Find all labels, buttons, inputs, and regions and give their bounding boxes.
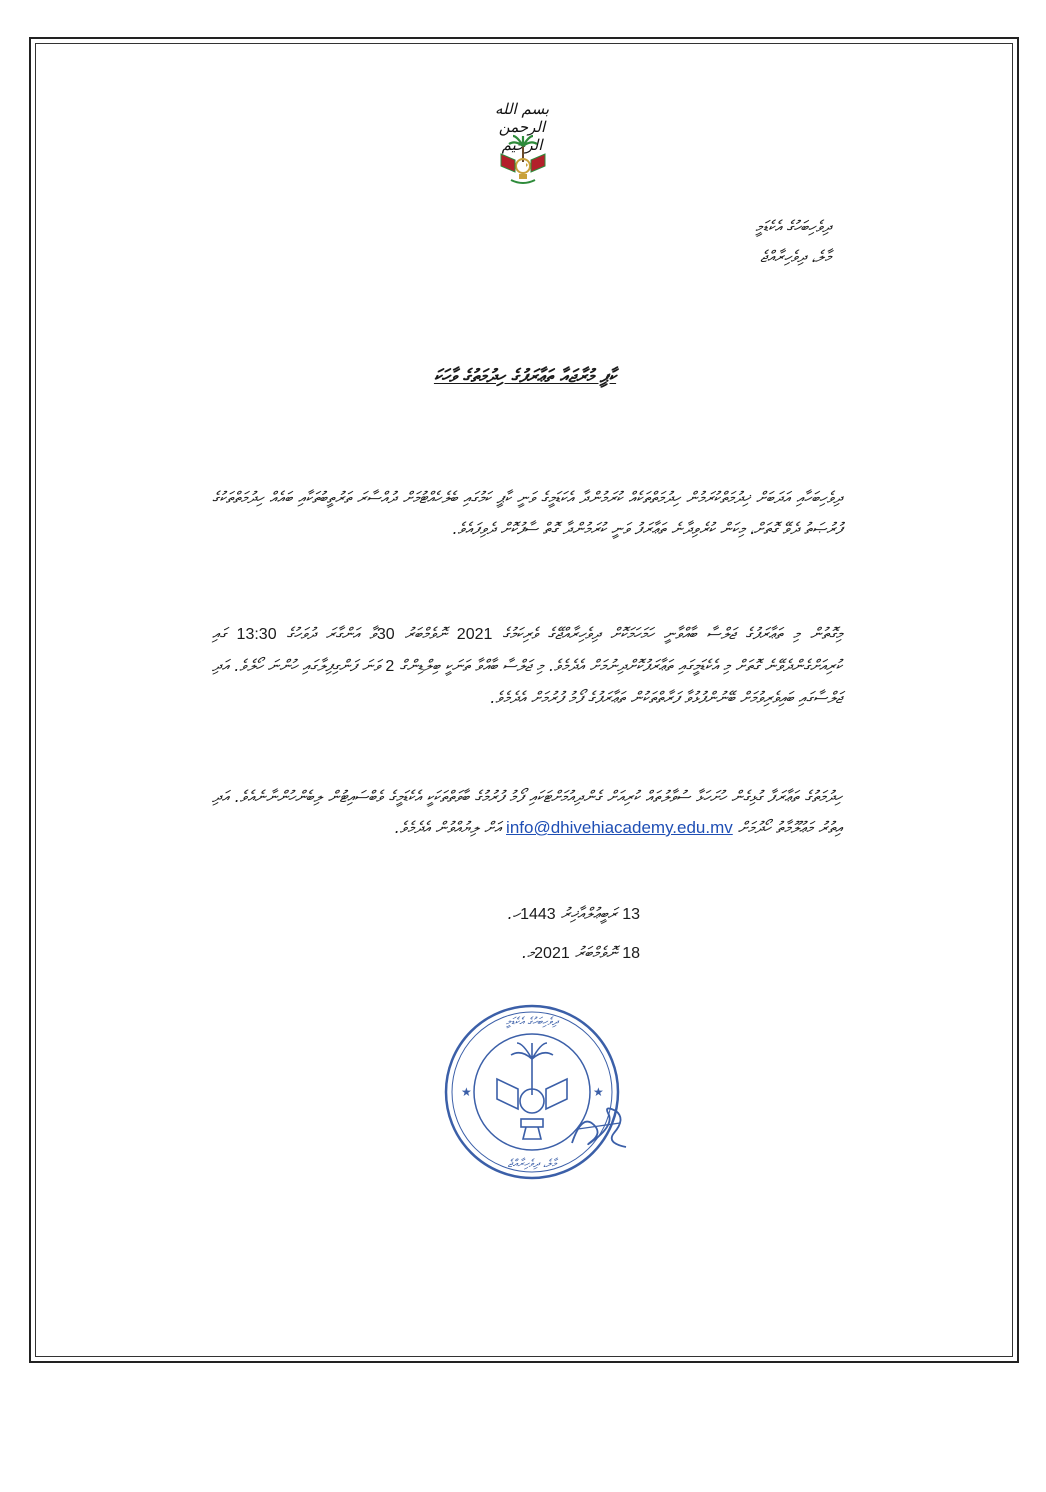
hijri-day: 13: [622, 906, 640, 923]
hijri-year: 1443: [520, 906, 556, 923]
seal-star-right-icon: ★: [593, 1085, 604, 1099]
hijri-month: ރަބީޢުލްއާޚިރު: [560, 904, 618, 923]
seal-star-left-icon: ★: [461, 1085, 472, 1099]
announcement-heading: ކާޕީ މުރާޖައާ ތަޢާރަފުގެ ހިދުމަތުގެ ވާހަކަ: [433, 366, 617, 387]
p2-year: 2021: [456, 626, 493, 643]
p2-text-a: މިގޮތުން މި ތަޢާރަފުގެ ޖަލްސާ ބާއްވާނީ ހަމަހަމަކޮށް ދިވެހިރާއްޖޭގެ ވެރިކަމުގެ: [502, 624, 842, 643]
p2-text-d: ގައި ކުރިއަށްގެންދެވޭނެ ގޮތަށް މި އެކެޑަމީގައި ތަޢާރަފުކޮށްދިނުމަށް އެދެމެވެ. މި ޖަލްސާ ބާއްވާ ތަނަކީ ބިލްޑިންގް: [212, 624, 842, 675]
p2-day: 30: [376, 626, 395, 643]
gregorian-date: [420, 943, 640, 963]
greg-month: ނޮވެމްބަރު: [574, 943, 618, 962]
email-link[interactable]: info@dhivehiacademy.edu.mv: [506, 818, 733, 837]
p2-time: 13:30: [236, 626, 277, 643]
paragraph-3: [212, 781, 842, 843]
seal-emblem-icon: [497, 1043, 567, 1139]
hijri-date: [420, 904, 640, 924]
greg-year: 2021: [534, 945, 570, 962]
greg-day: 18: [622, 945, 640, 962]
paragraph-1: ދިވެހިބަހާއި އަދަބަށް ޚިދުމަތްކުރަމުން ހިދުމަތްތަކެއް ކުރަމުންދާ އެކަޑަމީގެ ވަނީ ކާޕީ ކަމުގައި ބެލެހެއްޓުމަށް ދުއްސާރަ ތަރުތީބުތަކާއި ބައެއް ހިދުމަތްތަކުގެ ފުރުޞަތު ދެވޭ ގޮތަށް، މިކަން ކުރެވިދާނެ ތަޢާރަފު ވަނީ ކުރަމުންދާ ގޮތް ސާފުކޮށް ދެވިފައެވެ.: [212, 488, 842, 538]
signature-mark: [568, 1103, 630, 1155]
sender-name: ދިވެހިބަހުގެ އެކެޑަމީ: [755, 217, 831, 236]
paragraph-2: [212, 618, 842, 713]
sender-location: މާލެ، ދިވެހިރާއްޖެ: [760, 247, 831, 266]
seal-bottom-text: މާލެ، ދިވެހިރާއްޖެ: [507, 1157, 557, 1170]
p2-text-e: ވަނަ ފަންގިފިލާގައި ހުންނަ ހޯލެވެ. އަދި ޖަލްސާގައި ބައިވެރިވުމަށް ބޭނުންފުޅުވާ ފަރާތްތަކުން ތަޢާރަފުގެ ފޯމު ފުރުމަށް އެދެމެވެ.: [212, 656, 842, 707]
hijri-suffix: ހ.: [507, 904, 521, 923]
bismillah-calligraphy: بسم الله الرحمن الرحيم: [494, 100, 550, 154]
p2-text-b: ނޮވެމްބަރު: [404, 624, 447, 643]
seal-top-text: ދިވެހިބަހުގެ އެކެޑަމީ: [505, 1015, 559, 1028]
p2-text-c: ވާ އަންގާރަ ދުވަހުގެ: [286, 624, 377, 643]
sender-address: [531, 212, 831, 272]
p3-text-a: ހިދުމަތުގެ ތަޢާރަފާ ގުޅިގެން ހުށަހަޅާ ސުވާލުތައް ކުރިއަށް ގެންދިއުމަށްޓަކައި ފޯމު ފުރުމުގެ ބާވަތްތަކަކީ އެކެޑަމީގެ ވެބްސައިޓުން ލިބެންހުންނާނެއެވެ. އަދި އިތުރު މަޢުލޫމާތު ހޯދުމަށް: [212, 787, 842, 837]
greg-suffix: މ.: [521, 943, 535, 962]
p3-text-b: އަށް ލިޔުއްވުން އެދެމެވެ.: [394, 818, 501, 837]
state-emblem-icon: [495, 132, 551, 192]
p2-floor: 2: [385, 658, 395, 675]
